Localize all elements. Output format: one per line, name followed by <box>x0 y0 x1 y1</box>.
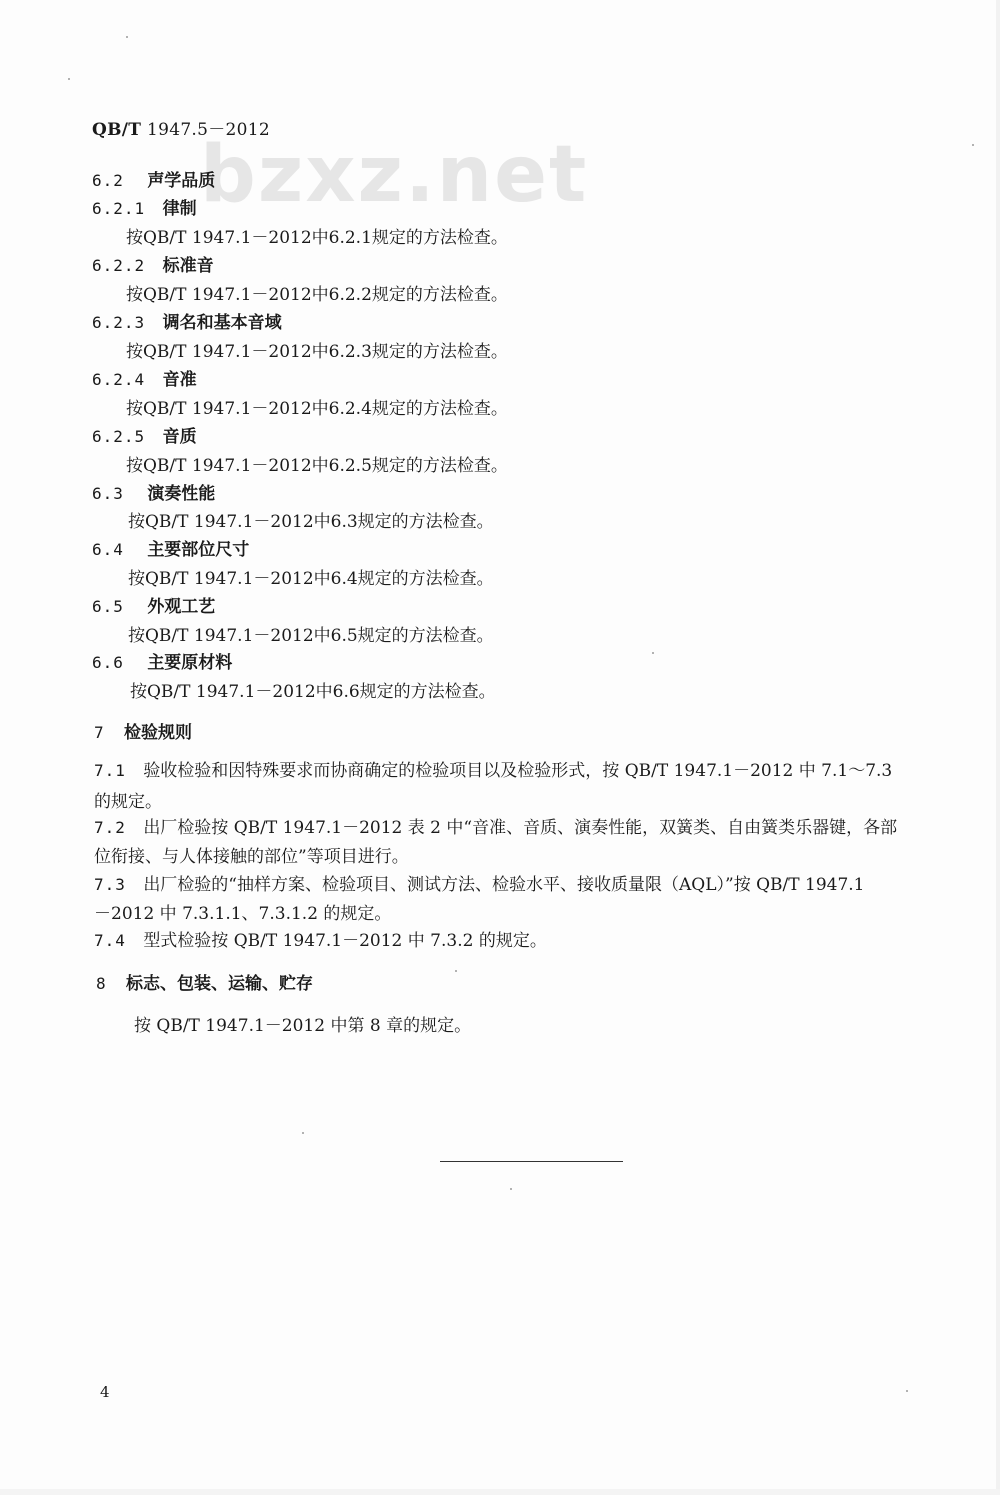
clause-text: 出厂检验的“抽样方案、检验项目、测试方法、检验水平、接收质量限（AQL）”按 QB/T 1947.1 <box>143 875 865 895</box>
scan-edge-right <box>996 0 1000 1495</box>
section-number: 6.2.3 <box>92 313 146 332</box>
section-body: 按QB/T 1947.1－2012中6.4规定的方法检查。 <box>128 569 494 589</box>
section-heading <box>92 652 232 674</box>
section-body: 按QB/T 1947.1－2012中6.5规定的方法检查。 <box>128 626 494 646</box>
section-body: 按QB/T 1947.1－2012中6.2.2规定的方法检查。 <box>126 285 508 305</box>
section-heading <box>92 596 215 618</box>
scan-speck <box>510 1188 512 1190</box>
chapter-body: 按 QB/T 1947.1－2012 中第 8 章的规定。 <box>134 1016 472 1036</box>
section-title: 外观工艺 <box>147 597 216 617</box>
section-number: 6.6 <box>92 653 124 672</box>
clause-number: 7.1 <box>94 761 126 780</box>
clause-line <box>94 760 892 782</box>
section-body: 按QB/T 1947.1－2012中6.6规定的方法检查。 <box>130 682 496 702</box>
chapter-heading <box>94 722 192 744</box>
section-heading <box>92 312 282 334</box>
standard-code-number: 1947.5－2012 <box>146 120 271 140</box>
section-title: 律制 <box>162 199 197 219</box>
section-number: 6.2.1 <box>92 199 146 218</box>
section-title: 标准音 <box>162 256 214 276</box>
section-number: 6.2.4 <box>92 370 146 389</box>
section-body: 按QB/T 1947.1－2012中6.2.4规定的方法检查。 <box>126 399 508 419</box>
chapter-number: 8 <box>96 974 107 993</box>
clause-continuation: 的规定。 <box>94 792 162 812</box>
section-number: 6.3 <box>92 484 124 503</box>
section-body: 按QB/T 1947.1－2012中6.2.3规定的方法检查。 <box>126 342 508 362</box>
clause-continuation: －2012 中 7.3.1.1、7.3.1.2 的规定。 <box>94 904 392 924</box>
section-body: 按QB/T 1947.1－2012中6.2.5规定的方法检查。 <box>126 456 508 476</box>
section-body: 按QB/T 1947.1－2012中6.3规定的方法检查。 <box>128 512 494 532</box>
section-heading <box>92 426 197 448</box>
section-body: 按QB/T 1947.1－2012中6.2.1规定的方法检查。 <box>126 228 508 248</box>
scan-speck <box>126 36 128 38</box>
section-heading <box>92 255 214 277</box>
clause-line <box>94 874 864 896</box>
section-heading <box>92 369 197 391</box>
section-number: 6.2 <box>92 171 124 190</box>
scan-speck <box>906 1390 908 1392</box>
section-title: 调名和基本音域 <box>162 313 282 333</box>
scan-speck <box>68 78 70 80</box>
chapter-number: 7 <box>94 723 105 742</box>
scan-speck <box>652 652 654 654</box>
section-title: 音质 <box>162 427 197 447</box>
clause-number: 7.2 <box>94 818 126 837</box>
chapter-heading <box>96 973 313 995</box>
clause-text: 验收检验和因特殊要求而协商确定的检验项目以及检验形式，按 QB/T 1947.1－2012 中 7.1～7.3 <box>143 761 893 781</box>
section-heading <box>92 170 215 192</box>
scan-edge-bottom <box>0 1489 1000 1495</box>
section-title: 演奏性能 <box>147 484 216 504</box>
chapter-title: 检验规则 <box>124 723 193 743</box>
section-number: 6.4 <box>92 540 124 559</box>
scan-speck <box>972 144 974 146</box>
section-number: 6.2.5 <box>92 427 146 446</box>
section-title: 主要部位尺寸 <box>147 540 250 560</box>
section-title: 音准 <box>162 370 197 390</box>
clause-number: 7.3 <box>94 875 126 894</box>
standard-code-prefix: QB/T <box>92 120 142 140</box>
clause-continuation: 位衔接、与人体接触的部位”等项目进行。 <box>94 847 409 867</box>
section-number: 6.5 <box>92 597 124 616</box>
clause-line <box>94 930 547 952</box>
end-of-document-rule <box>440 1161 623 1162</box>
section-title: 声学品质 <box>147 171 216 191</box>
clause-text: 出厂检验按 QB/T 1947.1－2012 表 2 中“音准、音质、演奏性能，双簧类、自由簧类乐器键，各部 <box>143 818 898 838</box>
page-number: 4 <box>100 1383 110 1401</box>
section-heading <box>92 483 215 505</box>
clause-number: 7.4 <box>94 931 126 950</box>
scan-speck <box>302 1132 304 1134</box>
section-number: 6.2.2 <box>92 256 146 275</box>
clause-line <box>94 817 897 839</box>
standard-code-header <box>92 115 270 140</box>
section-heading <box>92 198 197 220</box>
clause-text: 型式检验按 QB/T 1947.1－2012 中 7.3.2 的规定。 <box>143 931 547 951</box>
watermark: bzxz.net <box>200 130 589 220</box>
section-title: 主要原材料 <box>147 653 233 673</box>
section-heading <box>92 539 249 561</box>
chapter-title: 标志、包装、运输、贮存 <box>126 974 314 994</box>
scan-speck <box>455 970 457 972</box>
